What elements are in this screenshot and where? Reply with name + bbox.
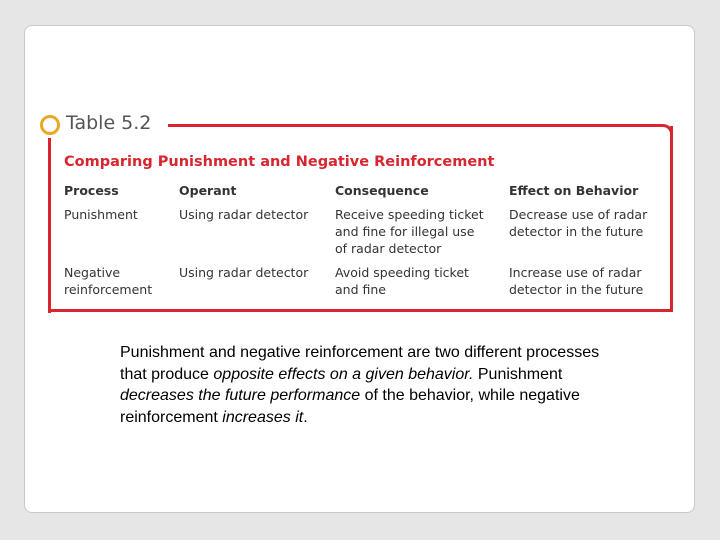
row1-process-line: Punishment: [64, 207, 138, 222]
header-effect: Effect on Behavior: [509, 183, 639, 198]
table-frame-right: [670, 126, 673, 312]
table-5-2: [38, 112, 686, 317]
row1-operant: [179, 206, 308, 223]
table-frame-left: [48, 136, 51, 313]
row2-consequence-line: and fine: [335, 282, 386, 297]
table-title: Comparing Punishment and Negative Reinforcement: [64, 154, 495, 170]
row1-effect: [509, 206, 647, 240]
row1-consequence-line: Receive speeding ticket: [335, 207, 484, 222]
row1-process: [64, 206, 138, 223]
table-frame-bottom: [48, 309, 673, 312]
header-process: Process: [64, 183, 119, 198]
row1-consequence: [335, 206, 484, 257]
caption-emphasis: increases it: [222, 408, 304, 426]
header-operant: Operant: [179, 183, 237, 198]
row2-consequence: [335, 264, 469, 298]
row1-operant-line: Using radar detector: [179, 207, 309, 222]
row2-operant-line: Using radar detector: [179, 265, 309, 280]
row2-consequence-line: Avoid speeding ticket: [335, 265, 469, 280]
caption-text: [120, 342, 600, 428]
caption-emphasis: decreases the future performance: [120, 387, 361, 404]
row2-process-line: reinforcement: [64, 282, 153, 297]
caption-part: Punishment: [473, 365, 563, 383]
caption-part: of the behavior, while negative reinforcement: [120, 387, 580, 426]
row1-effect-line: detector in the future: [509, 224, 644, 239]
header-consequence: Consequence: [335, 183, 429, 198]
caption-emphasis: opposite effects on a given behavior.: [213, 365, 474, 383]
row2-operant: [179, 264, 308, 281]
table-label: Table 5.2: [66, 112, 152, 134]
row1-consequence-line: of radar detector: [335, 241, 442, 256]
row1-consequence-line: and fine for illegal use: [335, 224, 475, 239]
row2-process: [64, 264, 152, 298]
row2-effect-line: detector in the future: [509, 282, 644, 297]
caption-part: Punishment and negative reinforcement are two different processes that produce: [120, 344, 600, 383]
row2-process-line: Negative: [64, 265, 121, 280]
caption-part: .: [303, 408, 308, 426]
row2-effect: [509, 264, 643, 298]
circle-icon: [40, 115, 60, 135]
row2-effect-line: Increase use of radar: [509, 265, 642, 280]
row1-effect-line: Decrease use of radar: [509, 207, 648, 222]
